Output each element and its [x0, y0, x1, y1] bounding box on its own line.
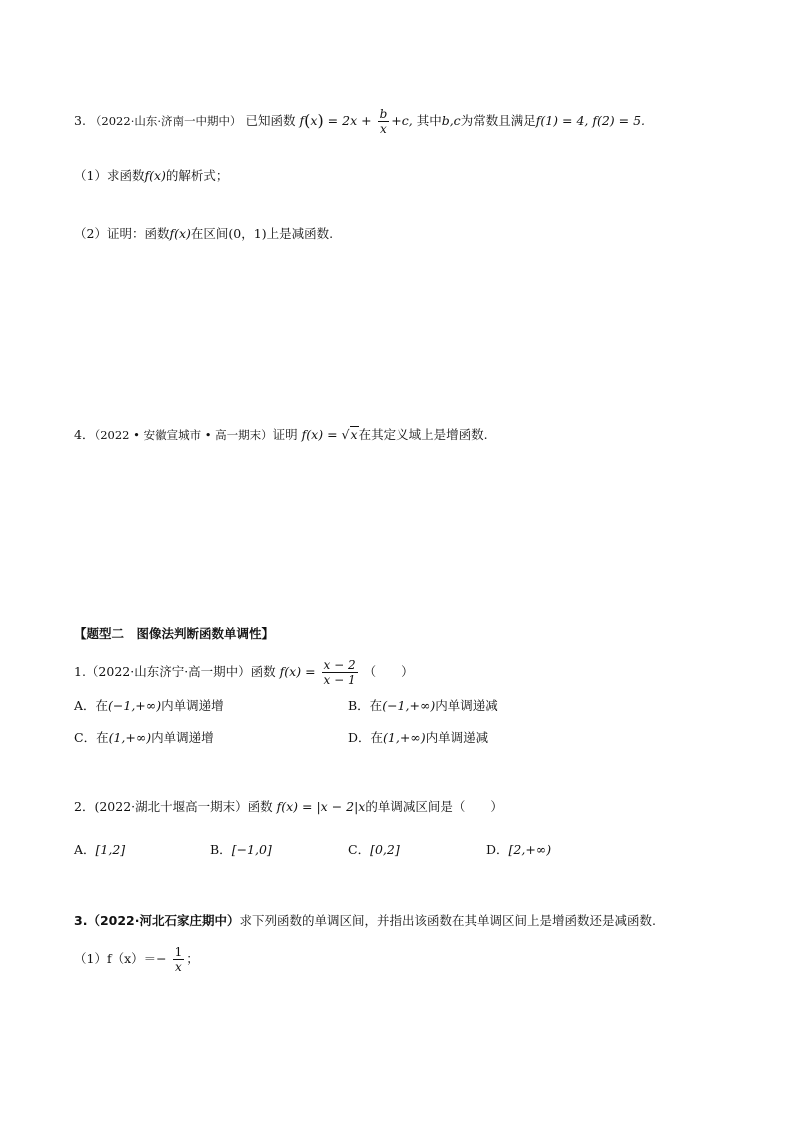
q3-eq-tail: +c, [391, 113, 413, 128]
option-label: A．在 [74, 698, 109, 713]
q3-source: （2022·山东·济南一中期中） [89, 114, 242, 128]
q3-part2 [74, 225, 333, 243]
q3-text-a: 已知函数 [245, 113, 296, 128]
q3-eq-mid: = 2x + [327, 113, 372, 128]
q3-part1-label: （1）求函数 [74, 168, 145, 183]
q3-text-b: 其中 [416, 113, 442, 128]
s2q1-option-b[interactable] [348, 697, 498, 715]
option-value: [2,+∞) [508, 842, 552, 857]
option-value: [1,2] [95, 842, 126, 857]
q4-stem [74, 426, 488, 444]
q3-stem: 3. （2022·山东·济南一中期中） 已知函数 f(x) = 2x + $\frac{b}{x}$ +c, 其中b,c为常数且满足f(1) = 4, f(2) = 5. [74, 107, 646, 136]
s2q1-stem-b: （ ） [363, 664, 414, 679]
q3-part1 [74, 167, 228, 185]
option-text: 内单调递减 [425, 730, 489, 745]
s2q2-option-b[interactable] [210, 841, 272, 859]
q3-frac-num: b [379, 107, 388, 121]
option-label: B． [210, 842, 232, 857]
option-text: 内单调递减 [435, 698, 498, 713]
option-label: A． [74, 842, 96, 857]
q3-func-name: f [299, 113, 305, 128]
q3-part1-tail: 的解析式； [165, 168, 229, 183]
s2q3-text: 求下列函数的单调区间，并指出该函数在其单调区间上是增函数还是减函数. [239, 913, 656, 928]
q3-part2-tail: 在区间(0，1)上是减函数. [190, 226, 334, 241]
s2q1-stem [74, 657, 414, 687]
option-interval: (−1,+∞) [382, 698, 436, 713]
s2q2-stem-b: 的单调减区间是（ ） [365, 799, 503, 814]
s2q1-stem-a: 1.（2022·山东济宁·高一期中）函数 [74, 664, 276, 679]
s2q3-frac-den: x [175, 960, 182, 974]
option-label: D．在 [348, 730, 384, 745]
s2q3-stem [74, 912, 656, 930]
q3-part1-fx: f(x) [144, 168, 166, 183]
q4-text-a: 证明 [272, 427, 298, 442]
s2q3-part1-tail: ； [186, 951, 199, 966]
option-text: 内单调递增 [161, 698, 224, 713]
option-value: [−1,0] [231, 842, 272, 857]
option-text: 内单调递增 [151, 730, 214, 745]
s2q2-stem [74, 798, 503, 816]
q3-condition: f(1) = 4, f(2) = 5. [535, 113, 646, 128]
s2q3-source: 3.（2022·河北石家庄期中） [74, 913, 240, 928]
q4-radicand: x [350, 427, 358, 442]
option-label: B．在 [348, 698, 383, 713]
s2q2-option-a[interactable] [74, 841, 125, 859]
s2q1-fraction [322, 658, 358, 687]
s2q1-option-d[interactable] [348, 729, 488, 747]
q4-text-b: 在其定义域上是增函数. [358, 427, 488, 442]
q3-number: 3. [74, 113, 86, 128]
s2q3-fraction [173, 945, 185, 974]
q3-part2-fx: f(x) [169, 226, 191, 241]
s2q1-frac-den: x − 1 [323, 673, 356, 687]
option-interval: (−1,+∞) [108, 698, 162, 713]
option-label: D． [486, 842, 509, 857]
q4-number: 4． [74, 427, 95, 442]
s2q2-option-d[interactable] [486, 841, 551, 859]
s2q1-option-c[interactable] [74, 729, 214, 747]
s2q1-option-a[interactable] [74, 697, 224, 715]
q4-fx: f(x) = [301, 427, 338, 442]
s2q1-frac-num: x − 2 [323, 658, 356, 672]
q3-vars: b,c [441, 113, 461, 128]
q3-frac-den: x [380, 122, 387, 136]
q4-sqrt: √x [341, 427, 358, 442]
s2q3-part1 [74, 944, 199, 974]
q3-text-c: 为常数且满足 [460, 113, 536, 128]
q3-func-arg: x [310, 113, 318, 128]
section2-title: 【题型二 图像法判断函数单调性】 [74, 626, 275, 641]
option-label: C．在 [74, 730, 109, 745]
s2q2-option-c[interactable] [348, 841, 400, 859]
option-label: C． [348, 842, 371, 857]
s2q3-frac-num: 1 [174, 945, 183, 959]
option-interval: (1,+∞) [383, 730, 426, 745]
s2q2-stem-a: 2．(2022·湖北十堰高一期末）函数 [74, 799, 273, 814]
q3-fraction [378, 107, 390, 136]
option-interval: (1,+∞) [108, 730, 152, 745]
q3-part2-label: （2）证明：函数 [74, 226, 170, 241]
option-value: [0,2] [370, 842, 400, 857]
s2q1-fx: f(x) = [279, 664, 316, 679]
s2q2-fx: f(x) = |x − 2|x [276, 799, 366, 814]
s2q3-part1-label: （1）f（x）＝− [74, 951, 167, 966]
q4-source: （2022 • 安徽宣城市 • 高一期末） [94, 428, 273, 442]
